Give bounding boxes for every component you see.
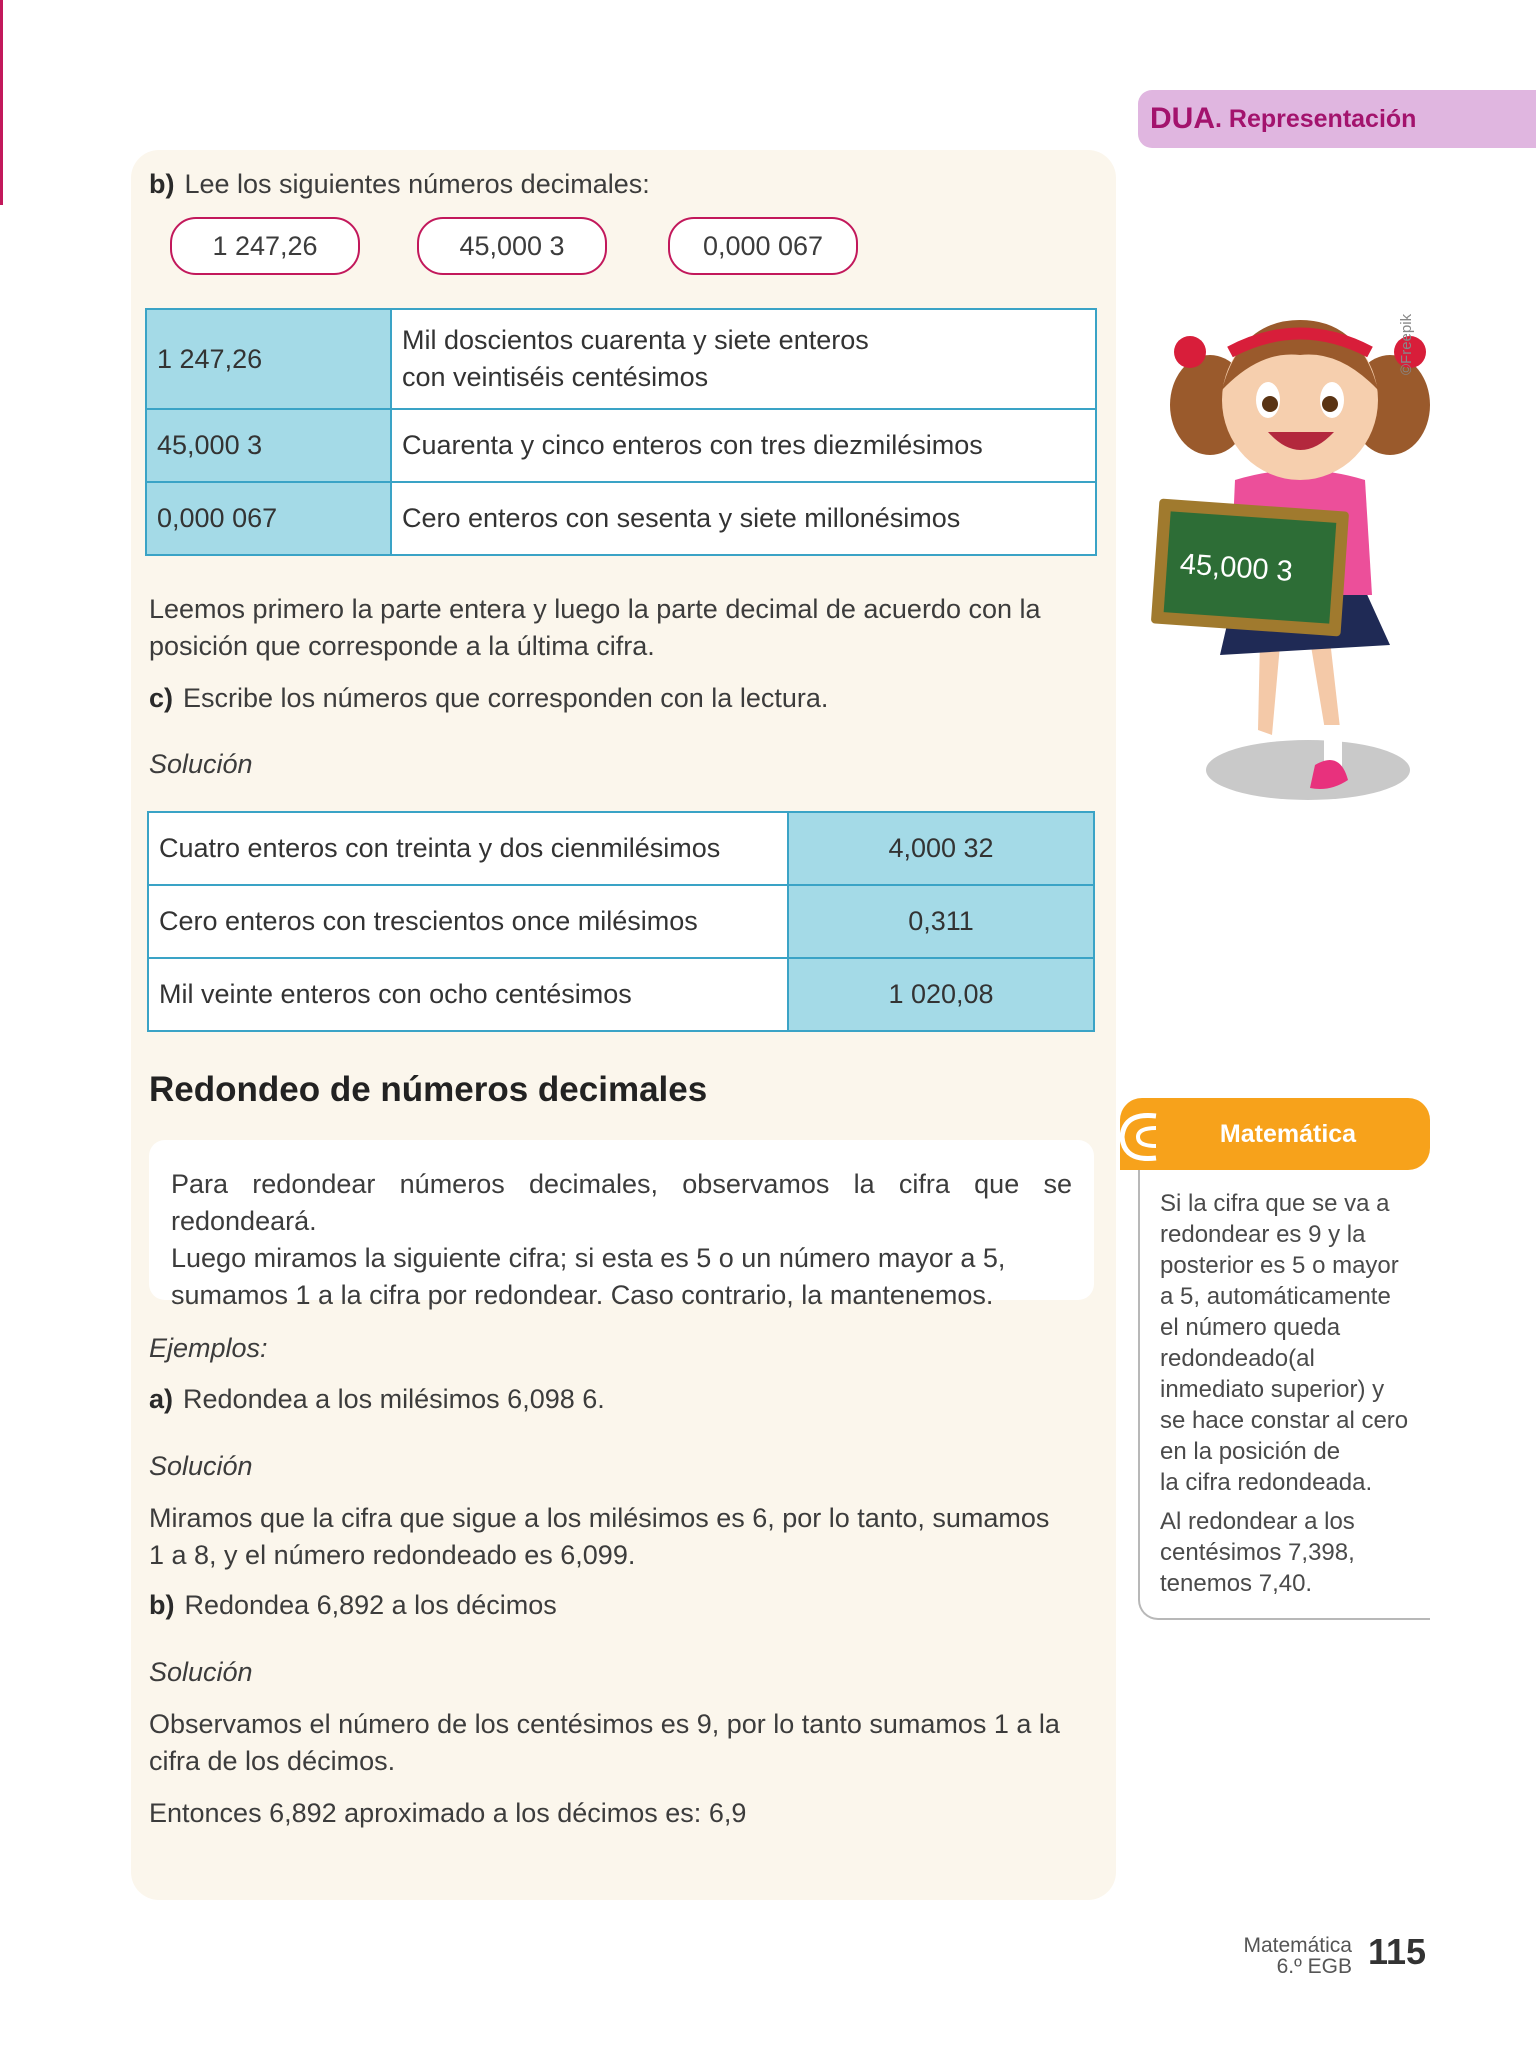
note-line: redondear es 9 y la xyxy=(1160,1221,1366,1248)
number-pill: 1 247,26 xyxy=(170,217,360,275)
note-line: a 5, automáticamente xyxy=(1160,1283,1391,1310)
number-cell: 0,311 xyxy=(788,885,1094,958)
rule-line: Para redondear números decimales, observamos la cifra que se redondeará. xyxy=(171,1169,1072,1236)
note-line: en la posición de xyxy=(1160,1438,1341,1465)
solution-label: Solución xyxy=(149,1451,253,1481)
example-a-label: a) xyxy=(149,1384,174,1414)
footer-subject-name: Matemática xyxy=(1243,1934,1352,1957)
examples-label: Ejemplos: xyxy=(149,1333,268,1363)
part-b-label: b) xyxy=(149,169,175,199)
table-row xyxy=(148,812,1094,885)
part-c-label: c) xyxy=(149,683,174,713)
table-row xyxy=(146,309,1096,409)
solution-b-line: cifra de los décimos. xyxy=(149,1746,396,1776)
example-b xyxy=(149,1587,557,1624)
note-line: la cifra redondeada. xyxy=(1160,1469,1373,1496)
note-line: inmediato superior) y xyxy=(1160,1376,1385,1403)
solution-label: Solución xyxy=(149,1657,253,1687)
dua-strong: DUA xyxy=(1150,102,1215,135)
page-number: 115 xyxy=(1368,1931,1427,1972)
curl-icon xyxy=(1112,1108,1172,1166)
table-row xyxy=(148,885,1094,958)
reading-cell: Mil veinte enteros con ocho centésimos xyxy=(148,958,788,1031)
pupil-shape xyxy=(1262,396,1278,412)
number-cell: 1 020,08 xyxy=(788,958,1094,1031)
solution-label: Solución xyxy=(149,749,253,779)
rule-line: sumamos 1 a la cifra por redondear. Caso contrario, la mantenemos. xyxy=(171,1280,994,1310)
reading-cell xyxy=(391,309,1096,409)
example-b-text: Redondea 6,892 a los décimos xyxy=(184,1590,557,1620)
solution-a-line: 1 a 8, y el número redondeado es 6,099. xyxy=(149,1540,636,1570)
note-line: Si la cifra que se va a xyxy=(1160,1190,1390,1217)
number-pill: 45,000 3 xyxy=(417,217,607,275)
page-edge-mark xyxy=(0,0,3,205)
solution-a-line: Miramos que la cifra que sigue a los milésimos es 6, por lo tanto, sumamos xyxy=(149,1503,1050,1533)
leg-shape xyxy=(1258,640,1280,735)
rule-line: Luego miramos la siguiente cifra; si esta es 5 o un número mayor a 5, xyxy=(171,1243,1006,1273)
table-row xyxy=(146,482,1096,555)
part-b-instruction xyxy=(149,166,650,203)
part-c-text: Escribe los números que corresponden con la lectura. xyxy=(183,683,829,713)
example-a-text: Redondea a los milésimos 6,098 6. xyxy=(183,1384,605,1414)
note-line: centésimos 7,398, xyxy=(1160,1539,1355,1566)
girl-illustration xyxy=(1140,310,1440,810)
explanation-line: posición que corresponde a la última cifra. xyxy=(149,631,655,661)
chalkboard-text: 45,000 3 xyxy=(1178,548,1294,588)
bow-shape xyxy=(1174,336,1206,368)
dua-rest: . Representación xyxy=(1215,104,1417,133)
note-paragraph xyxy=(1160,1188,1430,1498)
note-line: se hace constar al cero xyxy=(1160,1407,1409,1434)
rule-box xyxy=(149,1140,1094,1310)
math-note-title: Matemática xyxy=(1219,1120,1357,1148)
footer-subject xyxy=(1243,1935,1352,1977)
solution-b-line: Observamos el número de los centésimos es 9, por lo tanto sumamos 1 a la xyxy=(149,1709,1060,1739)
table-row xyxy=(148,958,1094,1031)
note-line: tenemos 7,40. xyxy=(1160,1570,1313,1597)
note-paragraph xyxy=(1160,1506,1430,1599)
reading-line: Mil doscientos cuarenta y siete enteros xyxy=(402,325,869,355)
reading-line: con veintiséis centésimos xyxy=(402,362,709,392)
shadow-shape xyxy=(1206,740,1410,800)
number-cell: 4,000 32 xyxy=(788,812,1094,885)
reading-cell: Cuatro enteros con treinta y dos cienmilésimos xyxy=(148,812,788,885)
section-title: Redondeo de números decimales xyxy=(149,1070,708,1109)
reading-cell: Cuarenta y cinco enteros con tres diezmilésimos xyxy=(391,409,1096,482)
reading-table xyxy=(145,308,1097,556)
table-row xyxy=(146,409,1096,482)
solution-table xyxy=(147,811,1095,1032)
pupil-shape xyxy=(1322,396,1338,412)
math-note-body xyxy=(1138,1170,1430,1620)
note-line: redondeado(al xyxy=(1160,1345,1315,1372)
number-cell: 0,000 067 xyxy=(146,482,391,555)
reading-cell: Cero enteros con trescientos once milésimos xyxy=(148,885,788,958)
example-a xyxy=(149,1381,605,1418)
part-c-instruction xyxy=(149,680,828,717)
leg-shape xyxy=(1310,640,1340,730)
note-line: el número queda xyxy=(1160,1314,1341,1341)
image-credit: ©Freepik xyxy=(1398,313,1415,375)
number-cell: 45,000 3 xyxy=(146,409,391,482)
number-pill: 0,000 067 xyxy=(668,217,858,275)
number-cell: 1 247,26 xyxy=(146,309,391,409)
dua-tag xyxy=(1138,90,1536,148)
part-b-text: Lee los siguientes números decimales: xyxy=(184,169,650,199)
solution-b-line: Entonces 6,892 aproximado a los décimos es: 6,9 xyxy=(149,1798,747,1828)
footer-grade: 6.º EGB xyxy=(1276,1955,1352,1978)
example-b-label: b) xyxy=(149,1590,175,1620)
explanation-line: Leemos primero la parte entera y luego la parte decimal de acuerdo con la xyxy=(149,594,1041,624)
note-line: posterior es 5 o mayor xyxy=(1160,1252,1399,1279)
reading-cell: Cero enteros con sesenta y siete millonésimos xyxy=(391,482,1096,555)
note-line: Al redondear a los xyxy=(1160,1508,1355,1535)
